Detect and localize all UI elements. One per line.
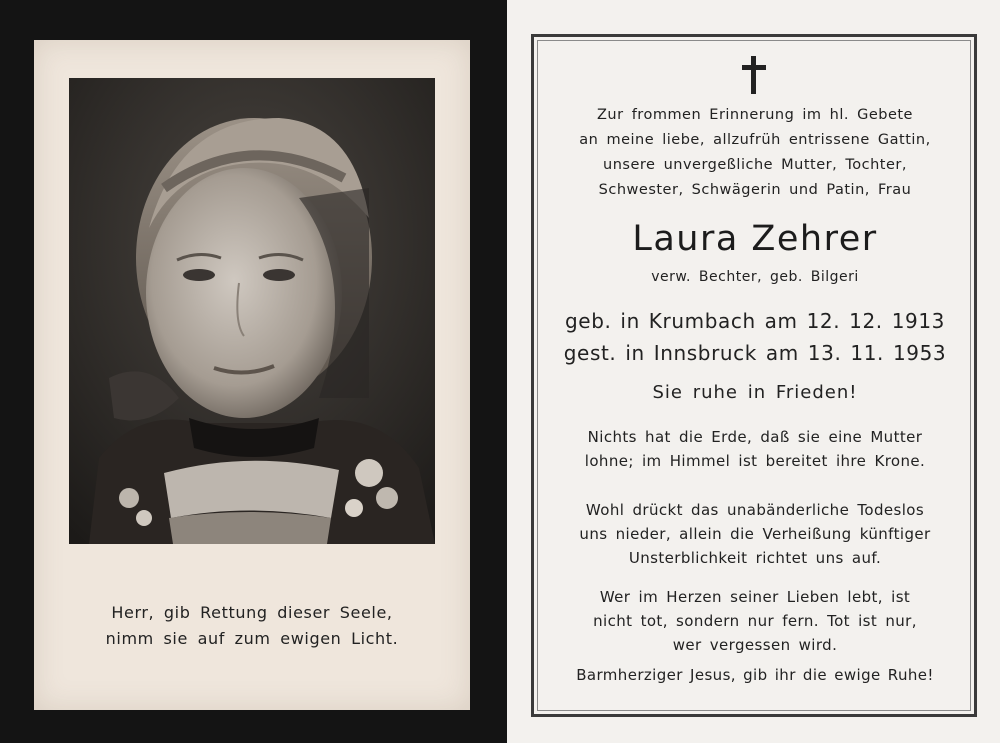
verse-remembrance <box>545 585 965 657</box>
verse-line: Wohl drückt das unabänderliche Todeslos <box>585 501 925 519</box>
death-line: gest. in Innsbruck am 13. 11. 1953 <box>563 341 947 365</box>
verse-mother <box>545 425 965 473</box>
dedication-line: Zur frommen Erinnerung im hl. Gebete <box>597 107 913 123</box>
birth-line: geb. in Krumbach am 12. 12. 1913 <box>565 309 945 333</box>
prayer-line: Herr, gib Rettung dieser Seele, <box>111 603 393 622</box>
prayer-line: nimm sie auf zum ewigen Licht. <box>105 629 399 648</box>
verse-line: nicht tot, sondern nur fern. Tot ist nur, <box>593 612 917 630</box>
verse-line: Unsterblichkeit richtet uns auf. <box>628 549 882 567</box>
prayer-text <box>34 600 470 652</box>
dedication-line: an meine liebe, allzufrüh entrissene Gattin, <box>579 132 931 148</box>
verse-line: wer vergessen wird. <box>672 636 838 654</box>
portrait-photo <box>69 78 435 544</box>
verse-line: lohne; im Himmel ist bereitet ihre Krone. <box>584 452 926 470</box>
life-dates <box>545 305 965 369</box>
verse-line: Wer im Herzen seiner Lieben lebt, ist <box>599 588 911 606</box>
rest-in-peace: Sie ruhe in Frieden! <box>652 382 858 403</box>
dedication-line: Schwester, Schwägerin und Patin, Frau <box>598 182 912 198</box>
verse-line: uns nieder, allein die Verheißung künftiger <box>579 525 931 543</box>
dedication-line: unsere unvergeßliche Mutter, Tochter, <box>603 157 907 173</box>
maiden-name-note: verw. Bechter, geb. Bilgeri <box>651 269 859 285</box>
closing-prayer: Barmherziger Jesus, gib ihr die ewige Ruhe! <box>576 666 934 684</box>
dedication-text <box>545 103 965 203</box>
latin-cross-icon <box>742 56 766 94</box>
deceased-name: Laura Zehrer <box>632 219 878 259</box>
verse-line: Nichts hat die Erde, daß sie eine Mutter <box>587 428 923 446</box>
memorial-card-front <box>34 40 470 710</box>
verse-immortality <box>545 498 965 570</box>
